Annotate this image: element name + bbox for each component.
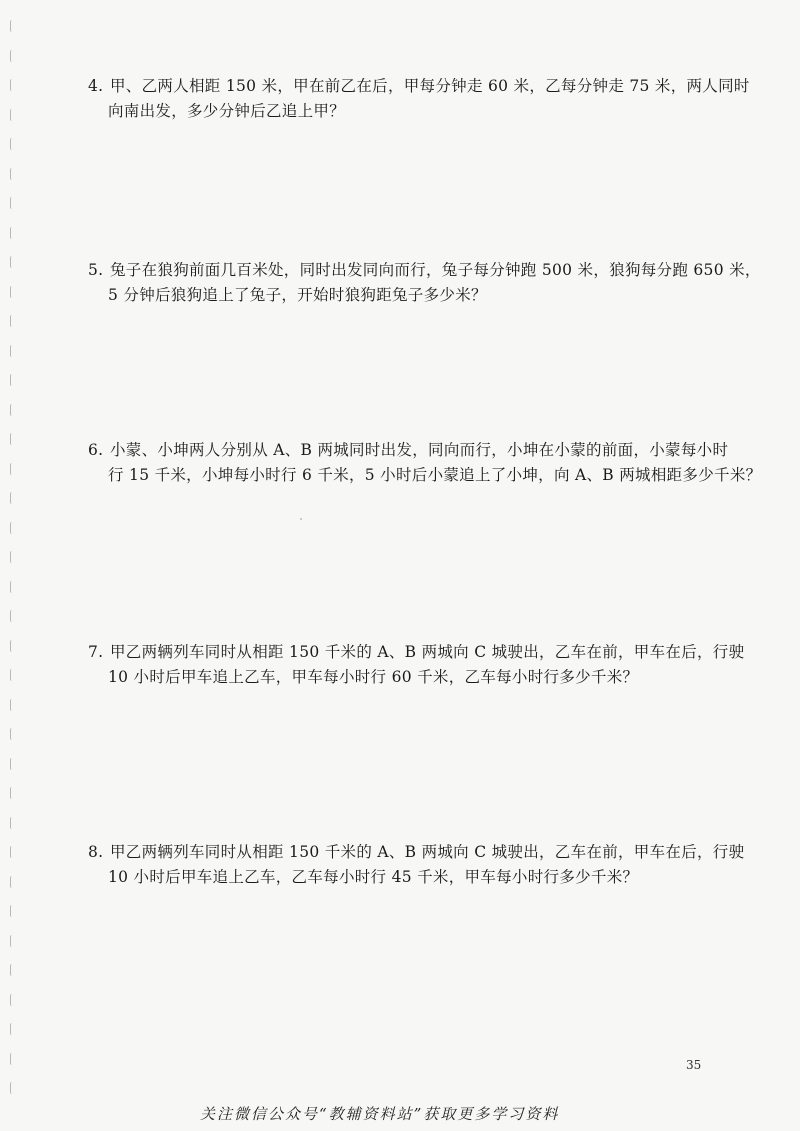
problem-5 [88, 258, 761, 308]
binding-mark [10, 669, 14, 681]
problem-7-number: 7. [88, 643, 104, 661]
problem-4-number: 4. [88, 77, 104, 95]
binding-mark [10, 522, 14, 534]
page-number: 35 [686, 1058, 702, 1072]
problem-5-number: 5. [88, 261, 104, 279]
problem-7-line-2: 10 小时后甲车追上乙车，甲车每小时行 60 千米，乙车每小时行多少千米？ [108, 668, 639, 686]
binding-mark [10, 935, 14, 947]
binding-mark [10, 50, 14, 62]
binding-mark [10, 964, 14, 976]
problem-8-number: 8. [88, 843, 104, 861]
binding-mark [10, 699, 14, 711]
binding-mark [10, 610, 14, 622]
binding-mark [10, 994, 14, 1006]
binding-mark [10, 817, 14, 829]
binding-mark [10, 315, 14, 327]
problem-7 [88, 640, 745, 690]
binding-mark [10, 197, 14, 209]
binding-mark [10, 846, 14, 858]
problem-7-line-1 [88, 640, 745, 665]
problem-8-line-1 [88, 840, 745, 865]
problem-8-line-2: 10 小时后甲车追上乙车，乙车每小时行 45 千米，甲车每小时行多少千米？ [108, 868, 639, 886]
binding-mark [10, 876, 14, 888]
problem-8-text-1: 甲乙两辆列车同时从相距 150 千米的 A、B 两城向 C 城驶出，乙车在前，甲车在后，行驶 [110, 843, 745, 861]
problem-6 [88, 438, 762, 488]
binding-mark [10, 492, 14, 504]
problem-4-line-2: 向南出发，多少分钟后乙追上甲？ [108, 102, 346, 120]
binding-mark [10, 109, 14, 121]
problem-7-text-1: 甲乙两辆列车同时从相距 150 千米的 A、B 两城向 C 城驶出，乙车在前，甲车在后，行驶 [110, 643, 745, 661]
problem-6-line-2: 行 15 千米，小坤每小时行 6 千米，5 小时后小蒙追上了小坤，向 A、B 两城相距多少千米？ [108, 466, 762, 484]
problem-6-number: 6. [88, 441, 104, 459]
binding-mark [10, 1023, 14, 1035]
binding-mark [10, 1082, 14, 1094]
binding-mark [10, 1053, 14, 1065]
problem-5-line-1 [88, 258, 761, 283]
binding-mark [10, 138, 14, 150]
binding-mark [10, 256, 14, 268]
scan-speck [300, 518, 302, 520]
binding-mark [10, 905, 14, 917]
problem-5-line-2: 5 分钟后狼狗追上了兔子，开始时狼狗距兔子多少米？ [108, 286, 487, 304]
binding-hole-marks [10, 20, 18, 1110]
binding-mark [10, 551, 14, 563]
problem-5-text-1: 兔子在狼狗前面几百米处，同时出发同向而行，兔子每分钟跑 500 米，狼狗每分跑 650 米， [110, 261, 761, 279]
problem-4 [88, 74, 750, 124]
binding-mark [10, 168, 14, 180]
binding-mark [10, 787, 14, 799]
footer-note: 关注微信公众号“教辅资料站”获取更多学习资料 [200, 1105, 560, 1123]
binding-mark [10, 728, 14, 740]
binding-mark [10, 286, 14, 298]
binding-mark [10, 345, 14, 357]
problem-6-text-1: 小蒙、小坤两人分别从 A、B 两城同时出发，同向而行，小坤在小蒙的前面，小蒙每小时 [110, 441, 729, 459]
binding-mark [10, 404, 14, 416]
binding-mark [10, 227, 14, 239]
problem-4-line-1 [88, 74, 750, 99]
binding-mark [10, 433, 14, 445]
binding-mark [10, 640, 14, 652]
binding-mark [10, 374, 14, 386]
binding-mark [10, 758, 14, 770]
problem-8 [88, 840, 745, 890]
binding-mark [10, 20, 14, 32]
binding-mark [10, 79, 14, 91]
problem-6-line-1 [88, 438, 728, 463]
problem-4-text-1: 甲、乙两人相距 150 米，甲在前乙在后，甲每分钟走 60 米，乙每分钟走 75 米，两人同时 [110, 77, 750, 95]
binding-mark [10, 581, 14, 593]
binding-mark [10, 463, 14, 475]
